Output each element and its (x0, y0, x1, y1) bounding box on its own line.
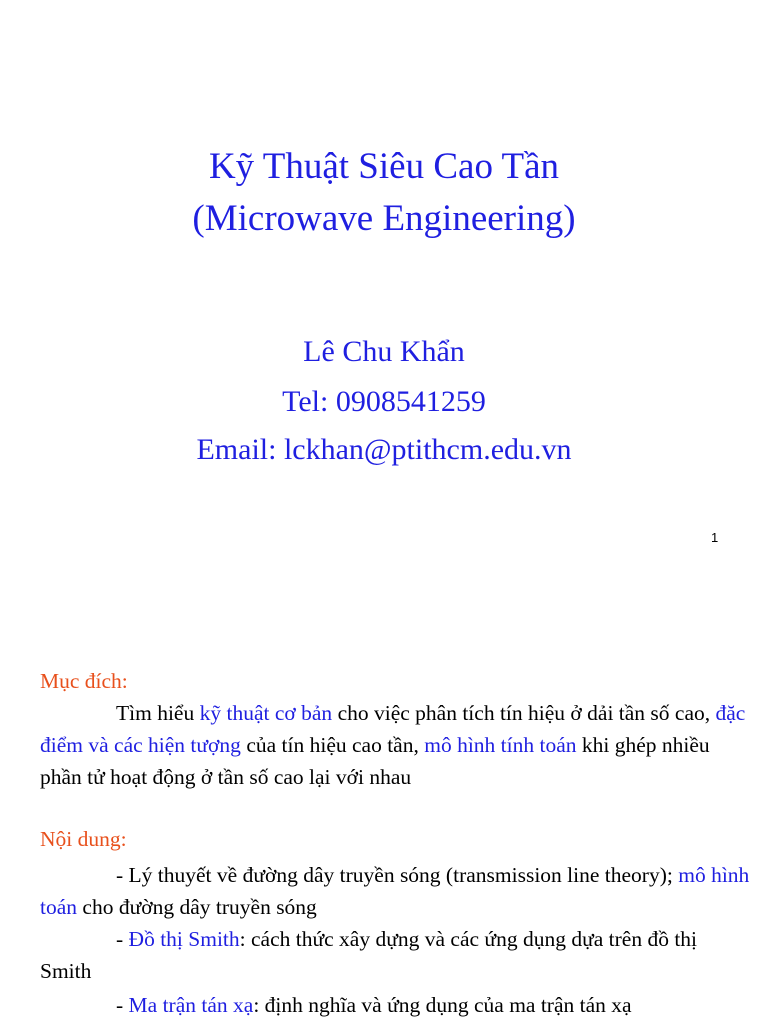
content-heading: Nội dung: (40, 827, 127, 851)
author-email: Email: lckhan@ptithcm.edu.vn (196, 433, 572, 466)
purpose-heading: Mục đích: (40, 669, 128, 693)
page-number: 1 (711, 530, 719, 545)
purpose-text: Tìm hiểu (116, 701, 200, 725)
purpose-highlight: kỹ thuật cơ bản (199, 701, 333, 725)
content-item-text: : định nghĩa và ứng dụng của ma trận tán xạ (253, 993, 632, 1017)
author-name: Lê Chu Khẩn (303, 335, 465, 368)
content-item-highlight: mô hình toán (40, 863, 750, 919)
purpose-highlight: đặc điểm và các hiện tượng (40, 701, 746, 757)
content-item-text: - (116, 993, 129, 1017)
content-item-text: - (116, 927, 129, 951)
content-item (40, 859, 752, 923)
content-item (40, 923, 752, 987)
content-item-text: : cách thức xây dựng và các ứng dụng dựa trên đồ thị Smith (40, 927, 698, 983)
content-item-text: cho đường dây truyền sóng (77, 895, 317, 919)
slide-subtitle: (Microwave Engineering) (192, 198, 576, 239)
purpose-text: cho việc phân tích tín hiệu ở dải tần số cao, (332, 701, 716, 725)
slide-title: Kỹ Thuật Siêu Cao Tần (208, 146, 560, 187)
content-item-highlight: Ma trận tán xạ (128, 993, 254, 1017)
content-item-highlight: Đồ thị Smith (128, 927, 240, 951)
purpose-text: khi ghép nhiều phần tử hoạt động ở tần số cao lại với nhau (40, 733, 710, 789)
content-item-text: - Lý thuyết về đường dây truyền sóng (transmission line theory); (116, 863, 679, 887)
purpose-highlight: mô hình tính toán (424, 733, 577, 757)
purpose-paragraph (40, 697, 752, 793)
purpose-text: của tín hiệu cao tần, (240, 733, 425, 757)
author-tel: Tel: 0908541259 (282, 385, 486, 418)
content-item (40, 989, 752, 1021)
